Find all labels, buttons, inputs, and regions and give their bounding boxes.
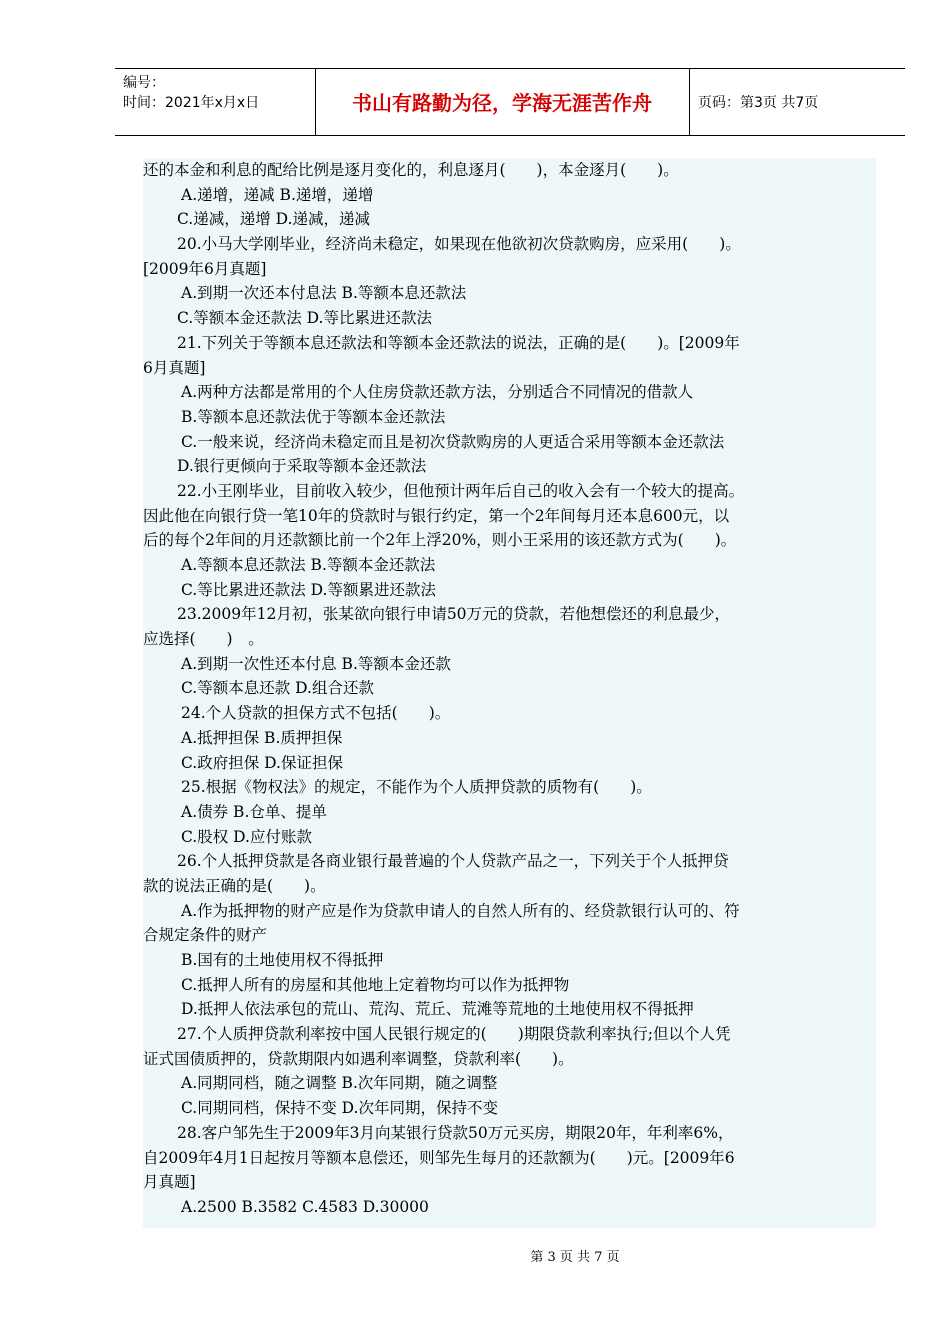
serial-label: 编号：	[123, 75, 165, 91]
text-line: C.一般来说，经济尚未稳定而且是初次贷款购房的人更适合采用等额本金还款法	[181, 432, 725, 451]
text-line: A.同期同档，随之调整 B.次年同期，随之调整	[181, 1074, 498, 1093]
text-line: 后的每个2年间的月还款额比前一个2年上浮20%，则小王采用的该还款方式为( )。	[143, 531, 737, 550]
text-line: A.到期一次性还本付息 B.等额本金还款	[181, 654, 451, 673]
text-line: 27.个人质押贷款利率按中国人民银行规定的( )期限贷款利率执行;但以个人凭	[177, 1025, 731, 1044]
text-line: D.银行更倾向于采取等额本金还款法	[177, 457, 427, 476]
text-line: C.等额本金还款法 D.等比累进还款法	[177, 309, 432, 328]
text-line: 月真题]	[143, 1173, 196, 1192]
text-line: 25.根据《物权法》的规定，不能作为个人质押贷款的质物有( )。	[181, 778, 652, 797]
text-line: C.等比累进还款法 D.等额累进还款法	[181, 580, 436, 599]
text-line: A.债券 B.仓单、提单	[181, 802, 327, 821]
text-line: 应选择( ) 。	[143, 630, 264, 649]
text-line: 款的说法正确的是( )。	[143, 876, 326, 895]
header-divider	[689, 69, 690, 135]
text-line: 还的本金和利息的配给比例是逐月变化的，利息逐月( )，本金逐月( )。	[143, 161, 679, 179]
text-line: C.递减，递增 D.递减，递减	[177, 210, 370, 229]
text-line: C.抵押人所有的房屋和其他地上定着物均可以作为抵押物	[181, 975, 570, 994]
text-line: 26.个人抵押贷款是各商业银行最普遍的个人贷款产品之一，下列关于个人抵押贷	[177, 852, 729, 871]
text-line: C.政府担保 D.保证担保	[181, 753, 343, 772]
text-line: C.股权 D.应付账款	[181, 827, 312, 846]
text-line: 22.小王刚毕业，目前收入较少，但他预计两年后自己的收入会有一个较大的提高。	[177, 481, 745, 500]
text-line: D.抵押人依法承包的荒山、荒沟、荒丘、荒滩等荒地的土地使用权不得抵押	[181, 1000, 694, 1019]
text-line: A.到期一次还本付息法 B.等额本息还款法	[181, 284, 467, 303]
header-page-label: 页码：第3页 共7页	[698, 95, 819, 111]
document-body	[143, 158, 876, 1228]
text-line: A.作为抵押物的财产应是作为贷款申请人的自然人所有的、经贷款银行认可的、符	[181, 901, 740, 920]
text-line: A.递增，递减 B.递增，递增	[181, 185, 374, 204]
text-line: A.两种方法都是常用的个人住房贷款还款方法，分别适合不同情况的借款人	[181, 383, 694, 402]
text-line: 合规定条件的财产	[143, 926, 268, 945]
text-line: A.等额本息还款法 B.等额本金还款法	[181, 556, 436, 574]
text-line: 28.客户邹先生于2009年3月向某银行贷款50万元买房，期限20年，年利率6%，	[177, 1123, 734, 1142]
text-line: 自2009年4月1日起按月等额本息偿还，则邹先生每月的还款额为( )元。[2009年6	[143, 1148, 735, 1167]
text-line: 20.小马大学刚毕业，经济尚未稳定，如果现在他欲初次贷款购房，应采用( )。	[177, 235, 741, 254]
text-line: B.等额本息还款法优于等额本金还款法	[181, 407, 446, 426]
text-line: B.国有的土地使用权不得抵押	[181, 951, 384, 969]
time-label: 时间：2021年x月x日	[123, 95, 260, 111]
text-line: 23.2009年12月初，张某欲向银行申请50万元的贷款，若他想偿还的利息最少，	[177, 605, 731, 624]
text-line: 21.下列关于等额本息还款法和等额本金还款法的说法，正确的是( )。[2009年	[177, 333, 740, 352]
header-meta	[123, 73, 259, 113]
page-footer: 第 3 页 共 7 页	[530, 1250, 620, 1265]
text-line: [2009年6月真题]	[143, 259, 267, 278]
text-line: A.抵押担保 B.质押担保	[181, 728, 343, 747]
text-line: 因此他在向银行贷一笔10年的贷款时与银行约定，第一个2年间每月还本息600元，以	[143, 506, 730, 525]
text-line: C.等额本息还款 D.组合还款	[181, 679, 374, 698]
page-header	[115, 68, 905, 136]
text-line: A.2500 B.3582 C.4583 D.30000	[181, 1197, 429, 1216]
header-motto: 书山有路勤为径，学海无涯苦作舟	[352, 91, 652, 115]
text-line: 6月真题]	[143, 358, 206, 377]
text-line: 24.个人贷款的担保方式不包括( )。	[181, 704, 451, 723]
text-line: C.同期同档，保持不变 D.次年同期，保持不变	[181, 1099, 498, 1118]
text-line: 证式国债质押的，贷款期限内如遇利率调整，贷款利率( )。	[143, 1049, 574, 1068]
